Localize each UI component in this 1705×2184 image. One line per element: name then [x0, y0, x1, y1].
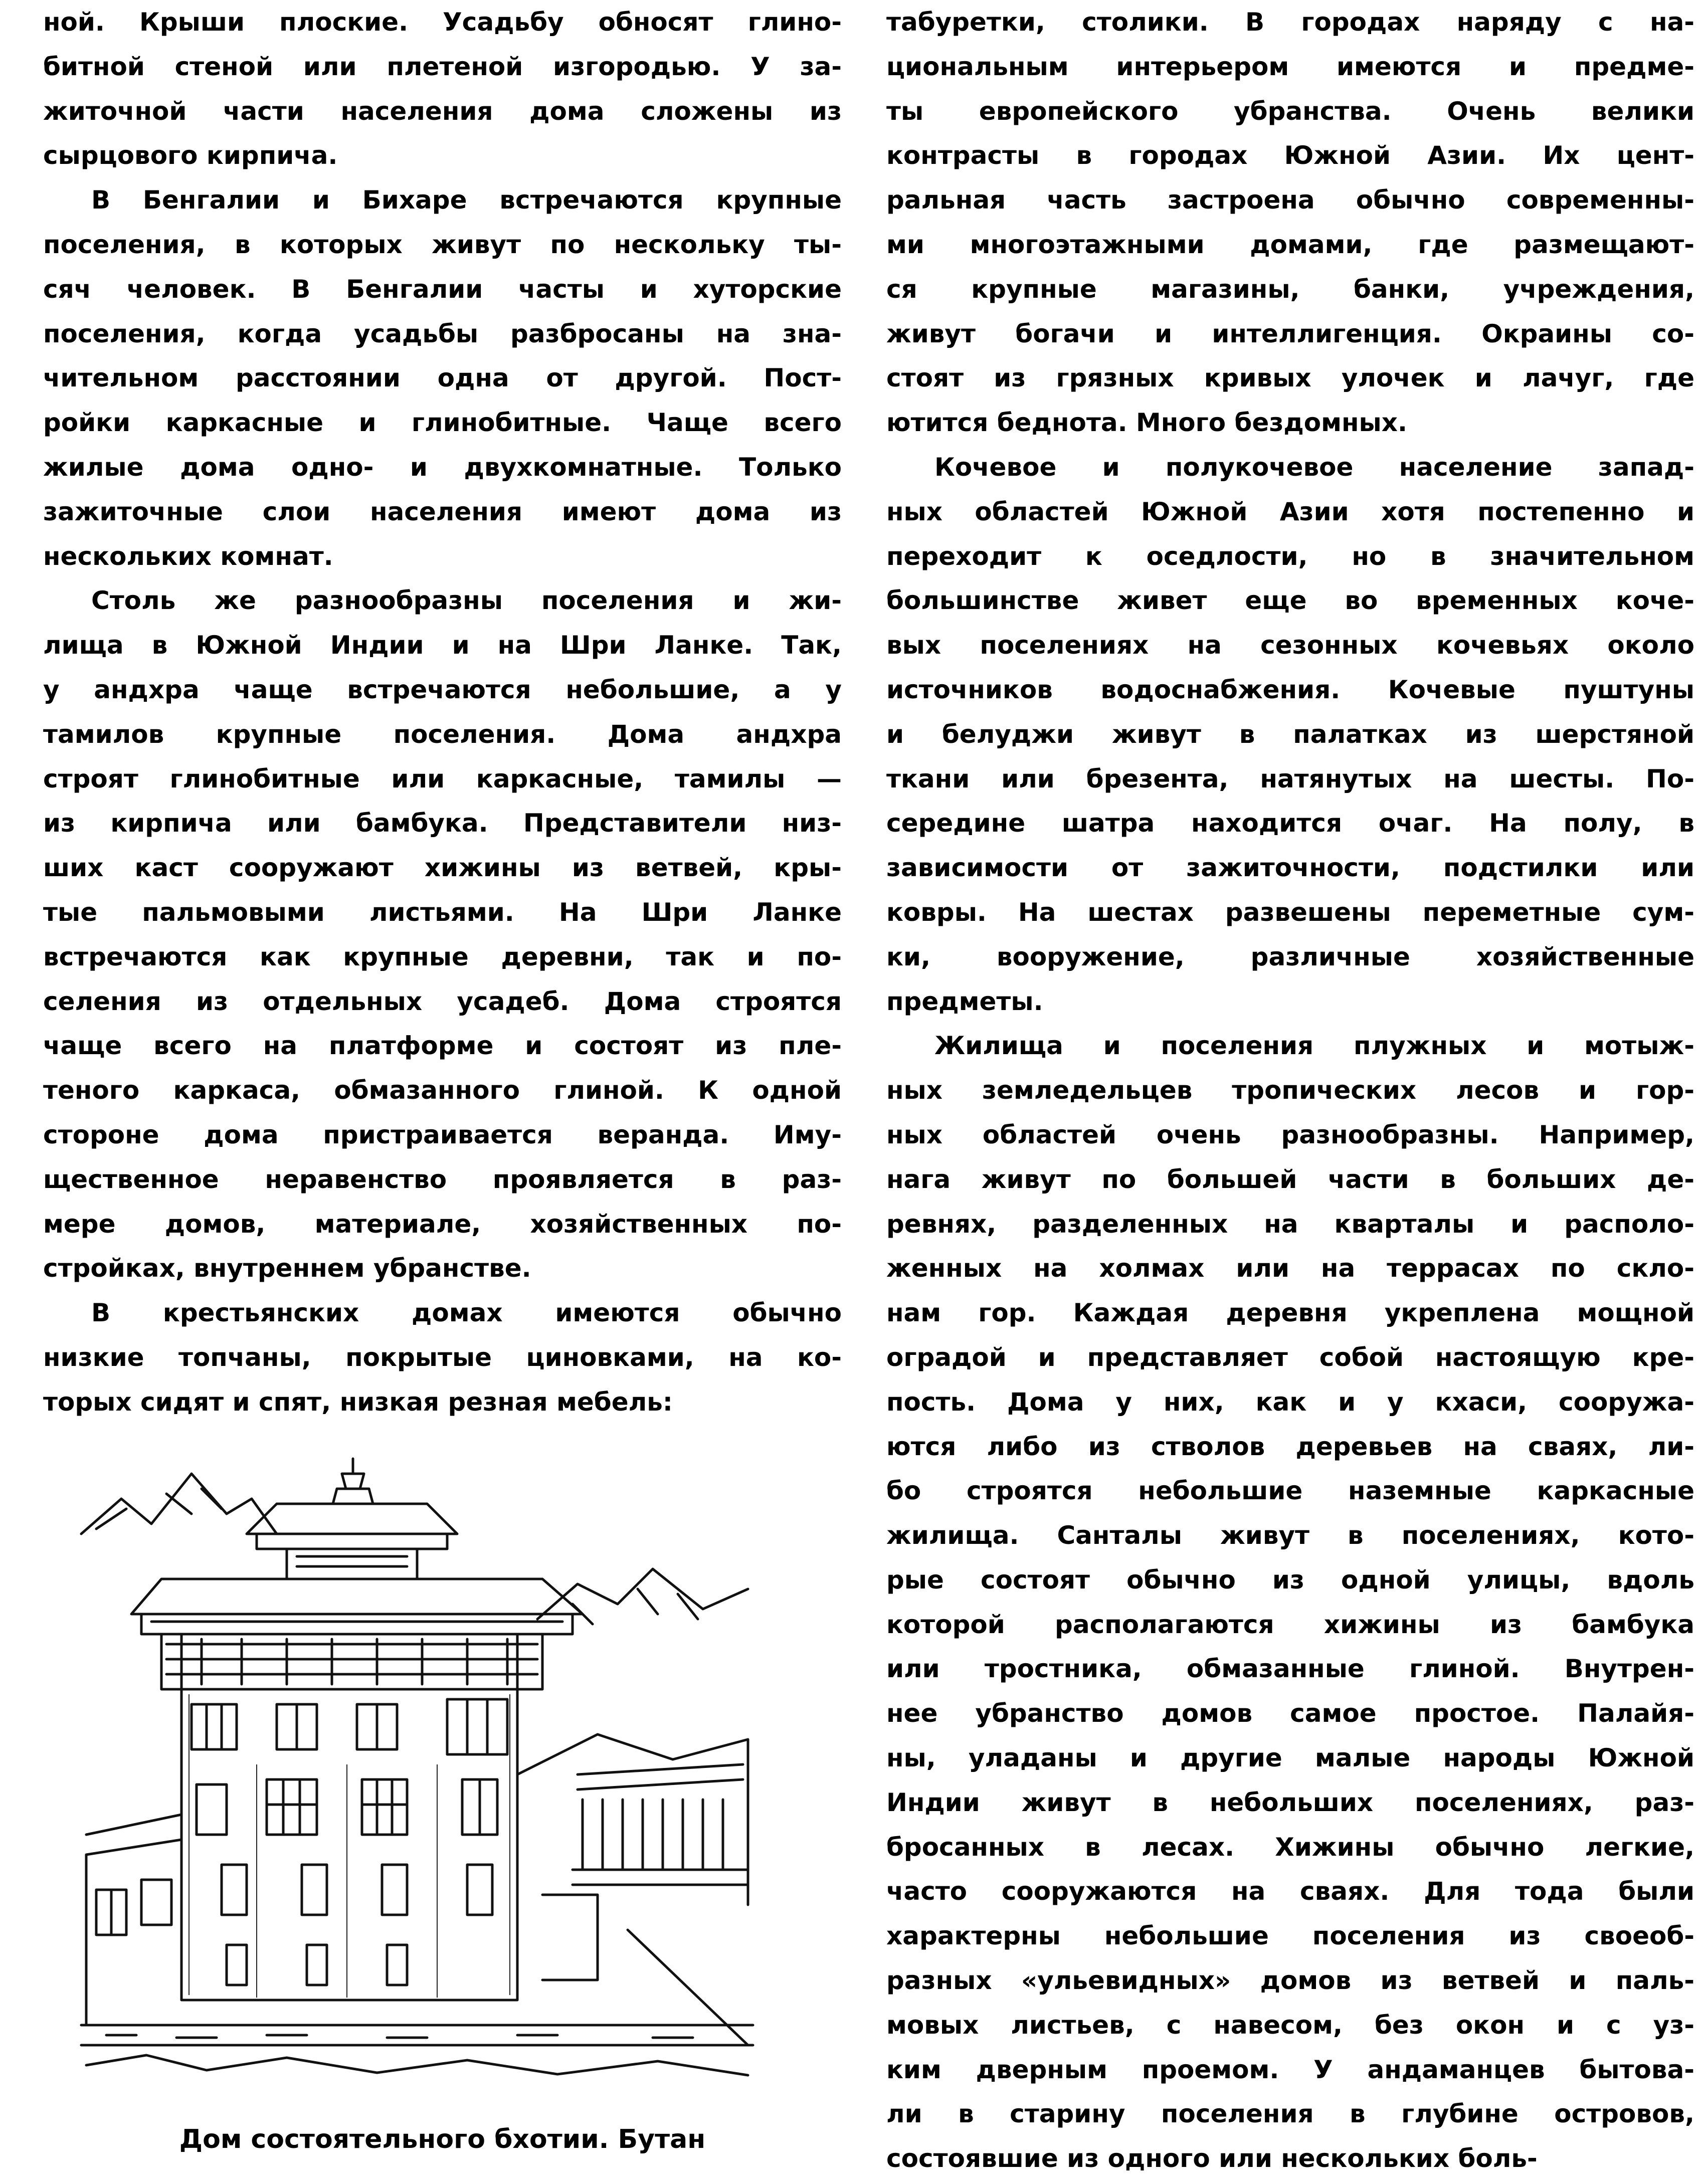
text-line: бросанных в лесах. Хижины обычно легкие,: [886, 1832, 1694, 1862]
text-line: ким дверным проемом. У андаманцев бытова-: [886, 2055, 1694, 2084]
text-line: Кочевое и полукочевое население запад-: [934, 452, 1694, 482]
text-line: разных «ульевидных» домов из ветвей и паль-: [886, 1966, 1694, 1996]
text-line: ковры. На шестах развешены переметные сум-: [886, 897, 1694, 927]
left-paragraph: [43, 578, 842, 1291]
text-line: поселения, в которых живут по нескольку ты-: [43, 230, 842, 259]
text-line: середине шатра находится очаг. На полу, в: [886, 809, 1694, 838]
right-paragraph: [886, 1024, 1694, 2181]
text-line: контрасты в городах Южной Азии. Их цент-: [886, 141, 1694, 170]
text-line: нескольких комнат.: [43, 541, 333, 571]
text-line: торых сидят и спят, низкая резная мебель:: [43, 1387, 673, 1417]
text-line: сырцового кирпича.: [43, 141, 338, 170]
text-line: Жилища и поселения плужных и мотыж-: [934, 1031, 1694, 1061]
text-line: Столь же разнообразны поселения и жи-: [91, 586, 842, 616]
text-line: тамилов крупные поселения. Дома андхра: [43, 719, 842, 749]
text-line: житочной части населения дома сложены из: [43, 96, 842, 126]
text-line: оградой и представляет собой настоящую кре-: [886, 1342, 1694, 1372]
left-paragraph: [43, 0, 842, 178]
text-line: низкие топчаны, покрытые циновками, на ко-: [43, 1342, 842, 1372]
text-line: большинстве живет еще во временных коче-: [886, 586, 1694, 616]
figure-caption: Дом состоятельного бхотии. Бутан: [179, 2124, 706, 2154]
text-line: и белуджи живут в палатках из шерстяной: [886, 719, 1694, 749]
text-line: теного каркаса, обмазанного глиной. К одной: [43, 1076, 842, 1105]
text-line: из кирпича или бамбука. Представители низ-: [43, 809, 842, 838]
text-line: мовых листьев, с навесом, без окон и с уз-: [886, 2010, 1694, 2040]
text-line: стоят из грязных кривых улочек и лачуг, где: [886, 363, 1694, 393]
text-line: стройках, внутреннем убранстве.: [43, 1254, 531, 1283]
text-line: ны, уладаны и другие малые народы Южной: [886, 1743, 1694, 1773]
text-line: ных областей Южной Азии хотя постепенно и: [886, 497, 1694, 526]
text-line: табуретки, столики. В городах наряду с на-: [886, 8, 1694, 37]
text-line: чительном расстоянии одна от другой. Пост-: [43, 363, 842, 393]
text-line: ся крупные магазины, банки, учреждения,: [886, 274, 1694, 304]
text-line: стороне дома пристраивается веранда. Иму-: [43, 1120, 842, 1149]
text-line: ральная часть застроена обычно современны-: [886, 185, 1694, 215]
text-line: пость. Дома у них, как и у кхаси, сооружа-: [886, 1387, 1694, 1417]
text-line: у андхра чаще встречаются небольшие, а у: [43, 675, 842, 704]
text-line: ревнях, разделенных на кварталы и располо-: [886, 1209, 1694, 1239]
bhutan-house-drawing-icon: [76, 1454, 758, 2090]
text-line: характерны небольшие поселения из своеоб-: [886, 1921, 1694, 1951]
text-line: ройки каркасные и глинобитные. Чаще всего: [43, 408, 842, 438]
text-line: ки, вооружение, различные хозяйственные: [886, 942, 1694, 971]
text-line: жилища. Санталы живут в поселениях, кото-: [886, 1521, 1694, 1550]
text-line: ных областей очень разнообразны. Например,: [886, 1120, 1694, 1149]
text-line: рые состоят обычно из одной улицы, вдоль: [886, 1565, 1694, 1595]
text-line: ются либо из стволов деревьев на сваях, ли-: [886, 1432, 1694, 1461]
text-line: встречаются как крупные деревни, так и по-: [43, 942, 842, 971]
text-line: состоявшие из одного или нескольких боль-: [886, 2144, 1538, 2173]
left-column: [43, 0, 842, 1425]
text-line: ткани или брезента, натянутых на шесты. По-: [886, 764, 1694, 793]
text-line: которой располагаются хижины из бамбука: [886, 1610, 1694, 1639]
text-line: Индии живут в небольших поселениях, раз-: [886, 1788, 1694, 1817]
text-line: живут богачи и интеллигенция. Окраины со-: [886, 319, 1694, 348]
text-line: часто сооружаются на сваях. Для тода были: [886, 1877, 1694, 1906]
house-illustration: [76, 1454, 758, 2090]
text-line: ных земледельцев тропических лесов и гор-: [886, 1076, 1694, 1105]
text-line: нага живут по большей части в больших де-: [886, 1164, 1694, 1194]
text-line: лища в Южной Индии и на Шри Ланке. Так,: [43, 631, 842, 660]
text-line: переходит к оседлости, но в значительном: [886, 541, 1694, 571]
text-line: зажиточные слои населения имеют дома из: [43, 497, 842, 526]
text-line: селения из отдельных усадеб. Дома строятся: [43, 986, 842, 1016]
text-line: ты европейского убранства. Очень велики: [886, 96, 1694, 126]
text-line: сяч человек. В Бенгалии часты и хуторские: [43, 274, 842, 304]
text-line: предметы.: [886, 986, 1043, 1016]
left-paragraph: [43, 178, 842, 578]
text-line: нее убранство домов самое простое. Палайя-: [886, 1699, 1694, 1728]
text-line: женных на холмах или на террасах по скло-: [886, 1254, 1694, 1283]
right-paragraph: [886, 445, 1694, 1024]
right-column: [886, 0, 1694, 2181]
text-line: ютится беднота. Много бездомных.: [886, 408, 1407, 438]
text-line: источников водоснабжения. Кочевые пуштуны: [886, 675, 1694, 704]
text-line: жилые дома одно- и двухкомнатные. Только: [43, 452, 842, 482]
text-line: вых поселениях на сезонных кочевьях около: [886, 631, 1694, 660]
text-line: зависимости от зажиточности, подстилки или: [886, 853, 1694, 883]
text-line: ших каст сооружают хижины из ветвей, кры-: [43, 853, 842, 883]
text-line: строят глинобитные или каркасные, тамилы —: [43, 764, 842, 793]
text-line: щественное неравенство проявляется в раз-: [43, 1164, 842, 1194]
text-line: поселения, когда усадьбы разбросаны на зна-: [43, 319, 842, 348]
text-line: мере домов, материале, хозяйственных по-: [43, 1209, 842, 1239]
text-line: тые пальмовыми листьями. На Шри Ланке: [43, 897, 842, 927]
text-line: ной. Крыши плоские. Усадьбу обносят глино-: [43, 8, 842, 37]
text-line: В крестьянских домах имеются обычно: [91, 1298, 842, 1328]
text-line: В Бенгалии и Бихаре встречаются крупные: [91, 185, 842, 215]
text-line: или тростника, обмазанные глиной. Внутрен-: [886, 1654, 1694, 1684]
left-paragraph: [43, 1291, 842, 1424]
text-line: нам гор. Каждая деревня укреплена мощной: [886, 1298, 1694, 1328]
text-line: битной стеной или плетеной изгородью. У за-: [43, 52, 842, 81]
text-line: бо строятся небольшие наземные каркасные: [886, 1476, 1694, 1506]
text-line: чаще всего на платформе и состоят из пле-: [43, 1031, 842, 1061]
text-line: ми многоэтажными домами, где размещают-: [886, 230, 1694, 259]
right-paragraph: [886, 0, 1694, 445]
text-line: ли в старину поселения в глубине островов,: [886, 2099, 1694, 2129]
text-line: циональным интерьером имеются и предме-: [886, 52, 1694, 81]
